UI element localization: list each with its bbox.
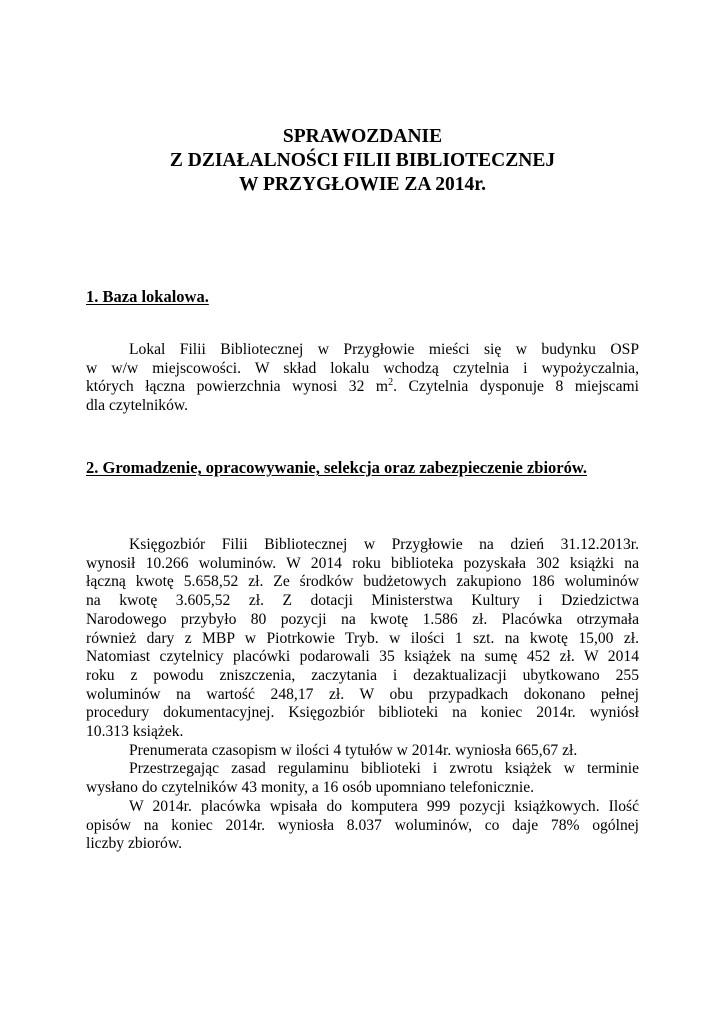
- text-line: na kwotę 3.605,52 zł. Z dotacji Ministerstwa Kultury i Dziedzictwa: [86, 592, 639, 610]
- section-2-heading: 2. Gromadzenie, opracowywanie, selekcja oraz zabezpieczenie zbiorów.: [86, 458, 587, 477]
- title-line-1: SPRAWOZDANIE: [282, 126, 443, 147]
- text-line: również dary z MBP w Piotrkowie Tryb. w ilości 1 szt. na kwotę 15,00 zł.: [86, 629, 639, 647]
- title-line-2: Z DZIAŁALNOŚCI FILII BIBLIOTECZNEJ: [169, 150, 556, 171]
- text-line: w w/w miejscowości. W skład lokalu wchodzą czytelnia i wypożyczalnia,: [86, 359, 639, 377]
- text-line: łączną kwotę 5.658,52 zł. Ze środków budżetowych zakupiono 186 woluminów: [86, 573, 639, 591]
- text-line: 10.313 książek.: [86, 723, 184, 741]
- text-line: Prenumerata czasopism w ilości 4 tytułów w 2014r. wyniosła 665,67 zł.: [129, 741, 578, 759]
- text-line: liczby zbiorów.: [86, 835, 182, 853]
- area-text: których łączna powierzchnia wynosi 32 m: [86, 378, 389, 396]
- text-line: wysłano do czytelników 43 monity, a 16 osób upomniano telefonicznie.: [86, 779, 535, 797]
- text-line: wynosił 10.266 woluminów. W 2014 roku biblioteka pozyskała 302 książki na: [86, 554, 639, 572]
- section-2-paragraph: [86, 536, 639, 854]
- text-line: procedury dokumentacyjnej. Księgozbiór biblioteki na koniec 2014r. wyniósł: [86, 704, 639, 722]
- text-line: opisów na koniec 2014r. wyniosła 8.037 woluminów, co daje 78% ogólnej: [86, 816, 639, 834]
- area-superscript: 2: [388, 377, 394, 389]
- text-line: Księgozbiór Filii Bibliotecznej w Przygłowie na dzień 31.12.2013r.: [129, 536, 639, 553]
- title-line-3: W PRZYGŁOWIE ZA 2014r.: [238, 174, 487, 195]
- text-line-with-superscript: [86, 378, 639, 397]
- document-title: [0, 125, 725, 197]
- text-line: woluminów na wartość 248,17 zł. W obu przypadkach dokonano pełnej: [86, 685, 639, 703]
- text-line: dla czytelników.: [86, 397, 189, 415]
- text-line: roku z powodu zniszczenia, zaczytania i dezaktualizacji ubytkowano 255: [86, 666, 639, 684]
- section-1-heading: 1. Baza lokalowa.: [86, 287, 209, 306]
- text-line: Lokal Filii Bibliotecznej w Przygłowie mieści się w budynku OSP: [129, 341, 639, 358]
- section-1-paragraph: [86, 341, 639, 416]
- text-line: W 2014r. placówka wpisała do komputera 999 pozycji książkowych. Ilość: [129, 797, 639, 815]
- area-text-tail: . Czytelnia dysponuje 8 miejscami: [393, 378, 639, 396]
- text-line: Przestrzegając zasad regulaminu biblioteki i zwrotu książek w terminie: [129, 760, 639, 778]
- text-line: Natomiast czytelnicy placówki podarowali 35 książek na sumę 452 zł. W 2014: [86, 648, 639, 666]
- text-line: Narodowego przybyło 80 pozycji na kwotę 1.586 zł. Placówka otrzymała: [86, 610, 639, 628]
